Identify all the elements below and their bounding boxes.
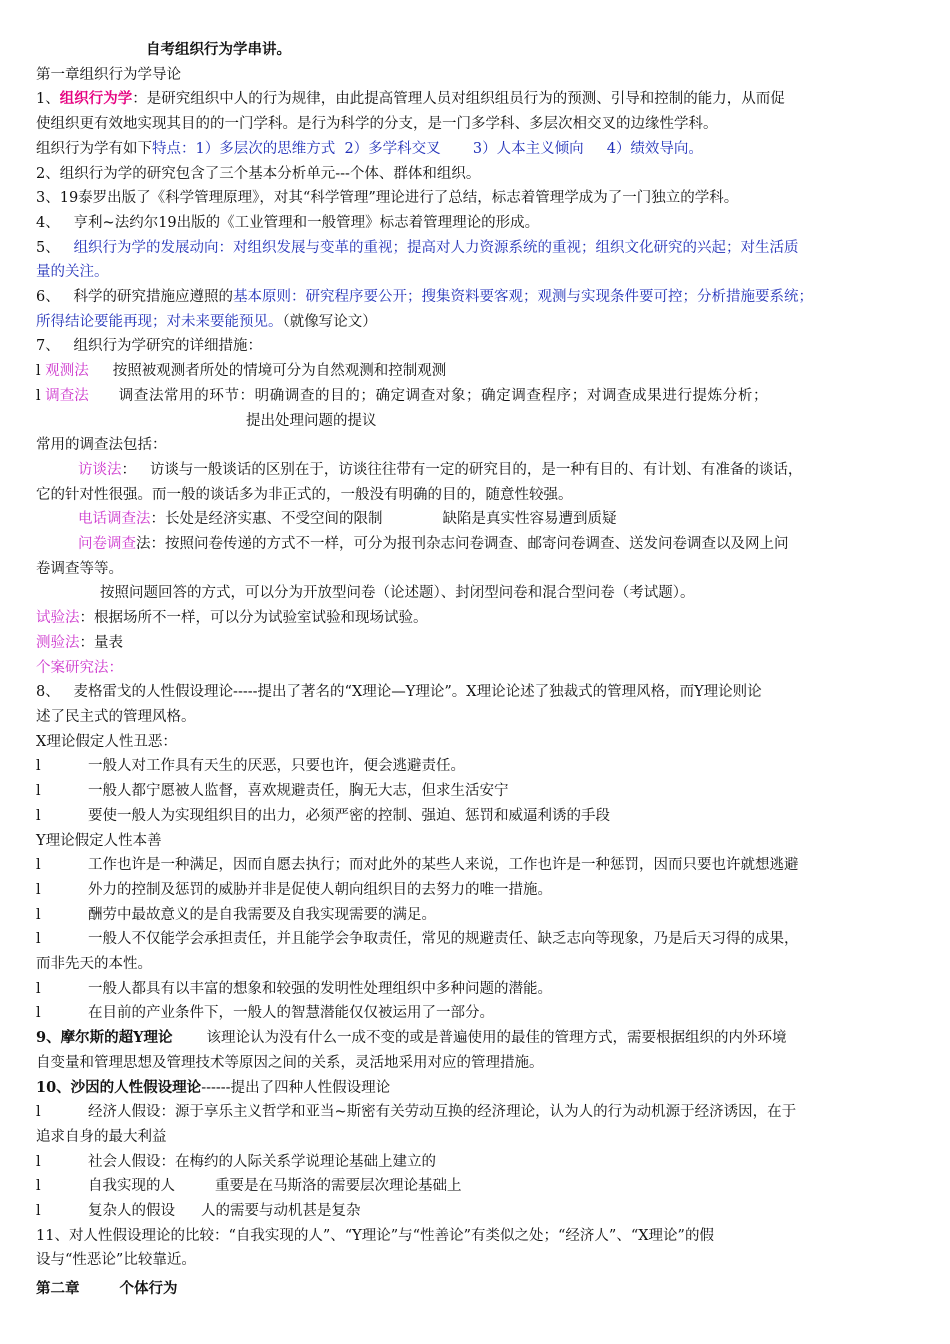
para-6-line-2 xyxy=(36,310,916,335)
survey-interview-term: 访谈法 xyxy=(78,461,122,478)
theory-y-item xyxy=(36,977,916,1002)
para-1b-features: 特点：1）多层次的思维方式 2）多学科交叉 3）人本主义倾向 4）绩效导向。 xyxy=(152,140,703,157)
theory-y-item-text: 工作也许是一种满足，因而自愿去执行；而对此外的某些人来说，工作也许是一种惩罚，因而只要也许就想逃避 xyxy=(88,857,799,874)
theory-x-item-text: 一般人对工作具有天生的厌恶，只要也许，便会逃避责任。 xyxy=(88,758,465,775)
para-9-line-1 xyxy=(36,1026,916,1051)
theory-y-item xyxy=(36,853,916,878)
theory-y-item-text: 酬劳中最故意义的是自我需要及自我实现需要的满足。 xyxy=(88,906,436,923)
document-page xyxy=(36,38,916,1302)
method-survey xyxy=(36,384,916,409)
bullet-mark: l xyxy=(36,387,41,404)
chapter-1-heading: 第一章组织行为学导论 xyxy=(36,66,181,83)
para-5-line-2: 量的关注。 xyxy=(36,264,109,281)
theory-y-item-text: 在目前的产业条件下，一般人的智慧潜能仅仅被运用了一部分。 xyxy=(88,1005,494,1022)
theory-x-item xyxy=(36,804,916,829)
schein-item-text: 经济人假设：源于享乐主义哲学和亚当~斯密有关劳动互换的经济理论，认为人的行为动机源于经济诱因，在于 xyxy=(88,1104,797,1121)
theory-x-item xyxy=(36,754,916,779)
bullet-mark: l xyxy=(36,857,41,874)
para-10-head: 10、沙因的人性假设理论 xyxy=(36,1078,202,1096)
para-5-text-1: 组织行为学的发展动向：对组织发展与变革的重视；提高对人力资源系统的重视；组织文化研究的兴起；对生活质 xyxy=(73,239,799,256)
survey-phone-text: ：长处是经济实惠、不受空间的限制 xyxy=(150,511,383,528)
bullet-mark: l xyxy=(36,783,41,800)
bullet-mark: l xyxy=(36,1104,41,1121)
theory-y-item-text: 一般人都具有以丰富的想象和较强的发明性处理组织中多种问题的潜能。 xyxy=(88,980,552,997)
method-experiment-text: ：根据场所不一样，可以分为试验室试验和现场试验。 xyxy=(79,610,428,627)
para-1-colon: ： xyxy=(132,91,147,108)
bullet-mark: l xyxy=(36,758,41,775)
survey-interview-text-1: ： 访谈与一般谈话的区别在于，访谈往往带有一定的研究目的，是一种有目的、有计划、有准备的谈话， xyxy=(121,461,803,478)
para-5-num: 5、 xyxy=(36,239,74,256)
survey-interview-line-1 xyxy=(36,458,916,483)
schein-item-text: 社会人假设：在梅约的人际关系学说理论基础上建立的 xyxy=(88,1153,436,1170)
para-5-line-1 xyxy=(36,236,916,261)
para-10-heading xyxy=(36,1076,916,1101)
bullet-mark: l xyxy=(36,1203,41,1220)
method-survey-text: 调查法常用的环节：明确调查的目的；确定调查对象；确定调查程序；对调查成果进行提炼分析； xyxy=(118,387,769,404)
survey-phone-text-b: 缺陷是真实性容易遭到质疑 xyxy=(442,511,617,528)
schein-item-cont: 追求自身的最大利益 xyxy=(36,1128,167,1145)
bullet-mark: l xyxy=(36,980,41,997)
para-6-line-1 xyxy=(36,285,916,310)
para-7: 7、 组织行为学研究的详细措施： xyxy=(36,338,263,355)
bullet-mark: l xyxy=(36,1178,41,1195)
theory-y-item-cont: 而非先天的本性。 xyxy=(36,956,152,973)
para-2: 2、组织行为学的研究包含了三个基本分析单元---个体、群体和组织。 xyxy=(36,165,481,182)
survey-questionnaire-text-1: 法：按照问卷传递的方式不一样，可分为报刊杂志问卷调查、邮寄问卷调查、送发问卷调查以及网上问 xyxy=(136,536,789,553)
bullet-mark: l xyxy=(36,363,41,380)
para-8-line-1: 8、 麦格雷戈的人性假设理论-----提出了著名的“X理论—Y理论”。X理论论述了独裁式的管理风格，而Y理论则论 xyxy=(36,684,762,701)
method-observation xyxy=(36,359,916,384)
para-9-head: 9、摩尔斯的超Y理论 xyxy=(36,1029,173,1047)
survey-questionnaire-line-2: 卷调查等等。 xyxy=(36,560,123,577)
bullet-mark: l xyxy=(36,1153,41,1170)
method-case-study-term: 个案研究法 xyxy=(36,659,109,676)
method-test-term: 测验法 xyxy=(36,634,80,651)
method-case-study-colon: ： xyxy=(108,659,123,676)
para-1b-lead: 组织行为学有如下 xyxy=(36,140,152,157)
chapter-2-title: 个体行为 xyxy=(119,1280,178,1298)
schein-item xyxy=(36,1150,916,1175)
method-experiment xyxy=(36,606,916,631)
para-11-line-1: 11、对人性假设理论的比较：“自我实现的人”、“Y理论”与“性善论”有类似之处；“经济人”、“X理论”的假 xyxy=(36,1227,714,1244)
method-survey-term: 调查法 xyxy=(45,387,89,404)
schein-item xyxy=(36,1100,916,1125)
survey-questionnaire-line-3: 按照问题回答的方式，可以分为开放型问卷（论述题）、封闭型问卷和混合型问卷（考试题）。 xyxy=(100,585,695,602)
method-test-text: ：量表 xyxy=(79,634,123,651)
para-6-blue-1: 基本原则：研究程序要公开；搜集资料要客观；观测与实现条件要可控；分析措施要系统； xyxy=(233,289,814,306)
chapter-2-heading xyxy=(36,1277,916,1302)
para-1-line-2: 使组织更有效地实现其目的的一门学科。是行为科学的分支，是一门多学科、多层次相交叉的边缘性学科。 xyxy=(36,116,718,133)
para-1-line-1 xyxy=(36,87,916,112)
para-9-text-1: 该理论认为没有什么一成不变的或是普遍使用的最佳的管理方式，需要根据组织的内外环境 xyxy=(206,1030,787,1047)
method-observation-text: 按照被观测者所处的情境可分为自然观测和控制观测 xyxy=(112,363,447,380)
schein-item-text-b: 重要是在马斯洛的需要层次理论基础上 xyxy=(215,1178,462,1195)
schein-item-text-b: 人的需要与动机甚是复杂 xyxy=(201,1203,361,1220)
para-3: 3、19泰罗出版了《科学管理原理》，对其“科学管理”理论进行了总结，标志着管理学成为了一门独立的学科。 xyxy=(36,190,739,207)
para-8-line-2: 述了民主式的管理风格。 xyxy=(36,708,196,725)
schein-item-text: 复杂人的假设 xyxy=(88,1203,175,1220)
method-experiment-term: 试验法 xyxy=(36,610,80,627)
para-1-num: 1、 xyxy=(36,91,60,108)
para-1-term: 组织行为学 xyxy=(59,90,133,108)
theory-y-item xyxy=(36,927,916,952)
theory-y-item xyxy=(36,878,916,903)
survey-phone xyxy=(36,507,916,532)
para-6-lead: 6、 科学的研究措施应遵照的 xyxy=(36,289,234,306)
survey-questionnaire-line-1 xyxy=(36,532,916,557)
method-case-study xyxy=(36,656,916,681)
para-10-tail: ------提出了四种人性假设理论 xyxy=(201,1079,391,1096)
para-9-line-2: 自变量和管理思想及管理技术等原因之间的关系，灵活地采用对应的管理措施。 xyxy=(36,1054,544,1071)
theory-y-item-text: 外力的控制及惩罚的威胁并非是促使人朝向组织目的去努力的唯一措施。 xyxy=(88,881,552,898)
method-observation-term: 观测法 xyxy=(45,363,89,380)
para-6-tail: （就像写论文） xyxy=(282,313,377,330)
theory-x-item xyxy=(36,779,916,804)
theory-x-item-text: 要使一般人为实现组织目的出力，必须严密的控制、强迫、惩罚和威逼利诱的手段 xyxy=(88,807,610,824)
survey-phone-term: 电话调查法 xyxy=(78,511,151,528)
para-11-line-2: 设与“性恶论”比较靠近。 xyxy=(36,1252,196,1269)
para-1b xyxy=(36,137,916,162)
theory-y-heading: Y理论假定人性本善 xyxy=(36,832,162,849)
survey-types-heading: 常用的调查法包括： xyxy=(36,437,167,454)
bullet-mark: l xyxy=(36,931,41,948)
method-test xyxy=(36,631,916,656)
theory-y-item-text: 一般人不仅能学会承担责任，并且能学会争取责任，常见的规避责任、缺乏志向等现象，乃是后天习得的成果， xyxy=(88,931,799,948)
chapter-2-number: 第二章 xyxy=(36,1280,80,1298)
schein-item-text: 自我实现的人 xyxy=(88,1178,175,1195)
method-survey-line-2: 提出处理问题的提议 xyxy=(246,412,377,429)
bullet-mark: l xyxy=(36,881,41,898)
theory-y-item xyxy=(36,1001,916,1026)
para-6-blue-2: 所得结论要能再现；对未来要能预见。 xyxy=(36,313,283,330)
survey-questionnaire-term: 问卷调查 xyxy=(78,536,136,553)
bullet-mark: l xyxy=(36,807,41,824)
para-1-text-1: 是研究组织中人的行为规律，由此提高管理人员对组织组员行为的预测、引导和控制的能力，从而促 xyxy=(146,91,785,108)
bullet-mark: l xyxy=(36,906,41,923)
schein-item xyxy=(36,1199,916,1224)
theory-y-item xyxy=(36,903,916,928)
survey-interview-line-2: 它的针对性很强。而一般的谈话多为非正式的，一般没有明确的目的，随意性较强。 xyxy=(36,486,573,503)
para-4: 4、 亨利~法约尔19出版的《工业管理和一般管理》标志着管理理论的形成。 xyxy=(36,214,540,231)
bullet-mark: l xyxy=(36,1005,41,1022)
theory-x-item-text: 一般人都宁愿被人监督，喜欢规避责任，胸无大志，但求生活安宁 xyxy=(88,783,509,800)
schein-item xyxy=(36,1174,916,1199)
theory-x-heading: X理论假定人性丑恶： xyxy=(36,733,177,750)
document-title: 自考组织行为学串讲。 xyxy=(146,41,291,58)
